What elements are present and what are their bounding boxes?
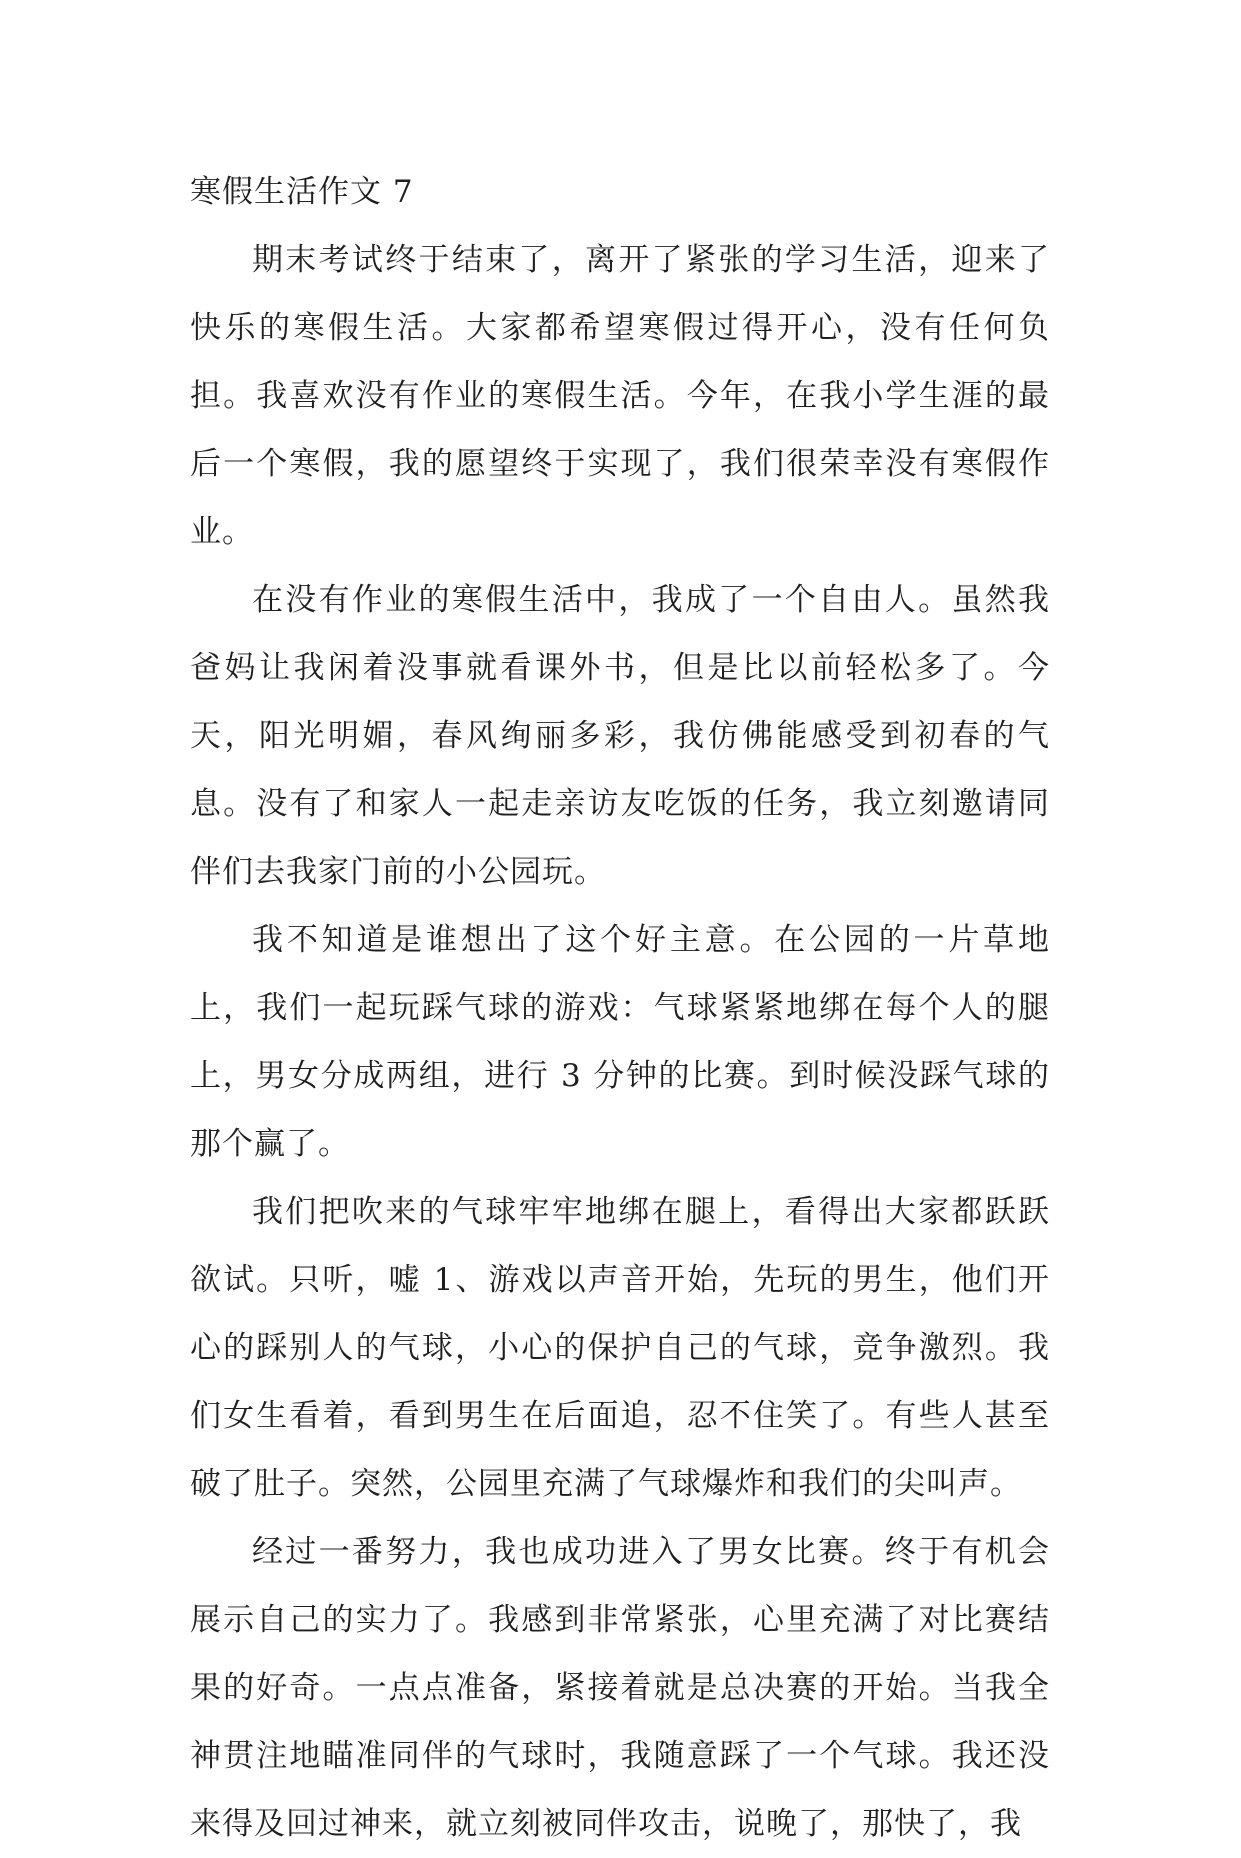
paragraph: 我不知道是谁想出了这个好主意。在公园的一片草地上，我们一起玩踩气球的游戏：气球紧紧地绑在每个人的腿上，男女分成两组，进行 3 分钟的比赛。到时候没踩气球的那个赢了。: [190, 922, 1050, 1162]
paragraph: 我们把吹来的气球牢牢地绑在腿上，看得出大家都跃跃欲试。只听，嘘 1、游戏以声音开始，先玩的男生，他们开心的踩别人的气球，小心的保护自己的气球，竞争激烈。我们女生看着，看到男生在后面追，忍不住笑了。有些人甚至破了肚子。突然，公园里充满了气球爆炸和我们的尖叫声。: [190, 1194, 1050, 1502]
paragraph: 经过一番努力，我也成功进入了男女比赛。终于有机会展示自己的实力了。我感到非常紧张，心里充满了对比赛结果的好奇。一点点准备，紧接着就是总决赛的开始。当我全神贯注地瞄准同伴的气球时，我随意踩了一个气球。我还没来得及回过神来，就立刻被同伴攻击，说晚了，那快了，我: [190, 1534, 1050, 1842]
document-title: 寒假生活作文 7: [190, 174, 414, 210]
paragraph: 期末考试终于结束了，离开了紧张的学习生活，迎来了快乐的寒假生活。大家都希望寒假过得开心，没有任何负担。我喜欢没有作业的寒假生活。今年，在我小学生涯的最后一个寒假，我的愿望终于实现了，我们很荣幸没有寒假作业。: [190, 242, 1050, 550]
paragraph: 在没有作业的寒假生活中，我成了一个自由人。虽然我爸妈让我闲着没事就看课外书，但是比以前轻松多了。今天，阳光明媚，春风绚丽多彩，我仿佛能感受到初春的气息。没有了和家人一起走亲访友吃饭的任务，我立刻邀请同伴们去我家门前的小公园玩。: [190, 582, 1050, 890]
document-body: [190, 158, 1050, 1858]
